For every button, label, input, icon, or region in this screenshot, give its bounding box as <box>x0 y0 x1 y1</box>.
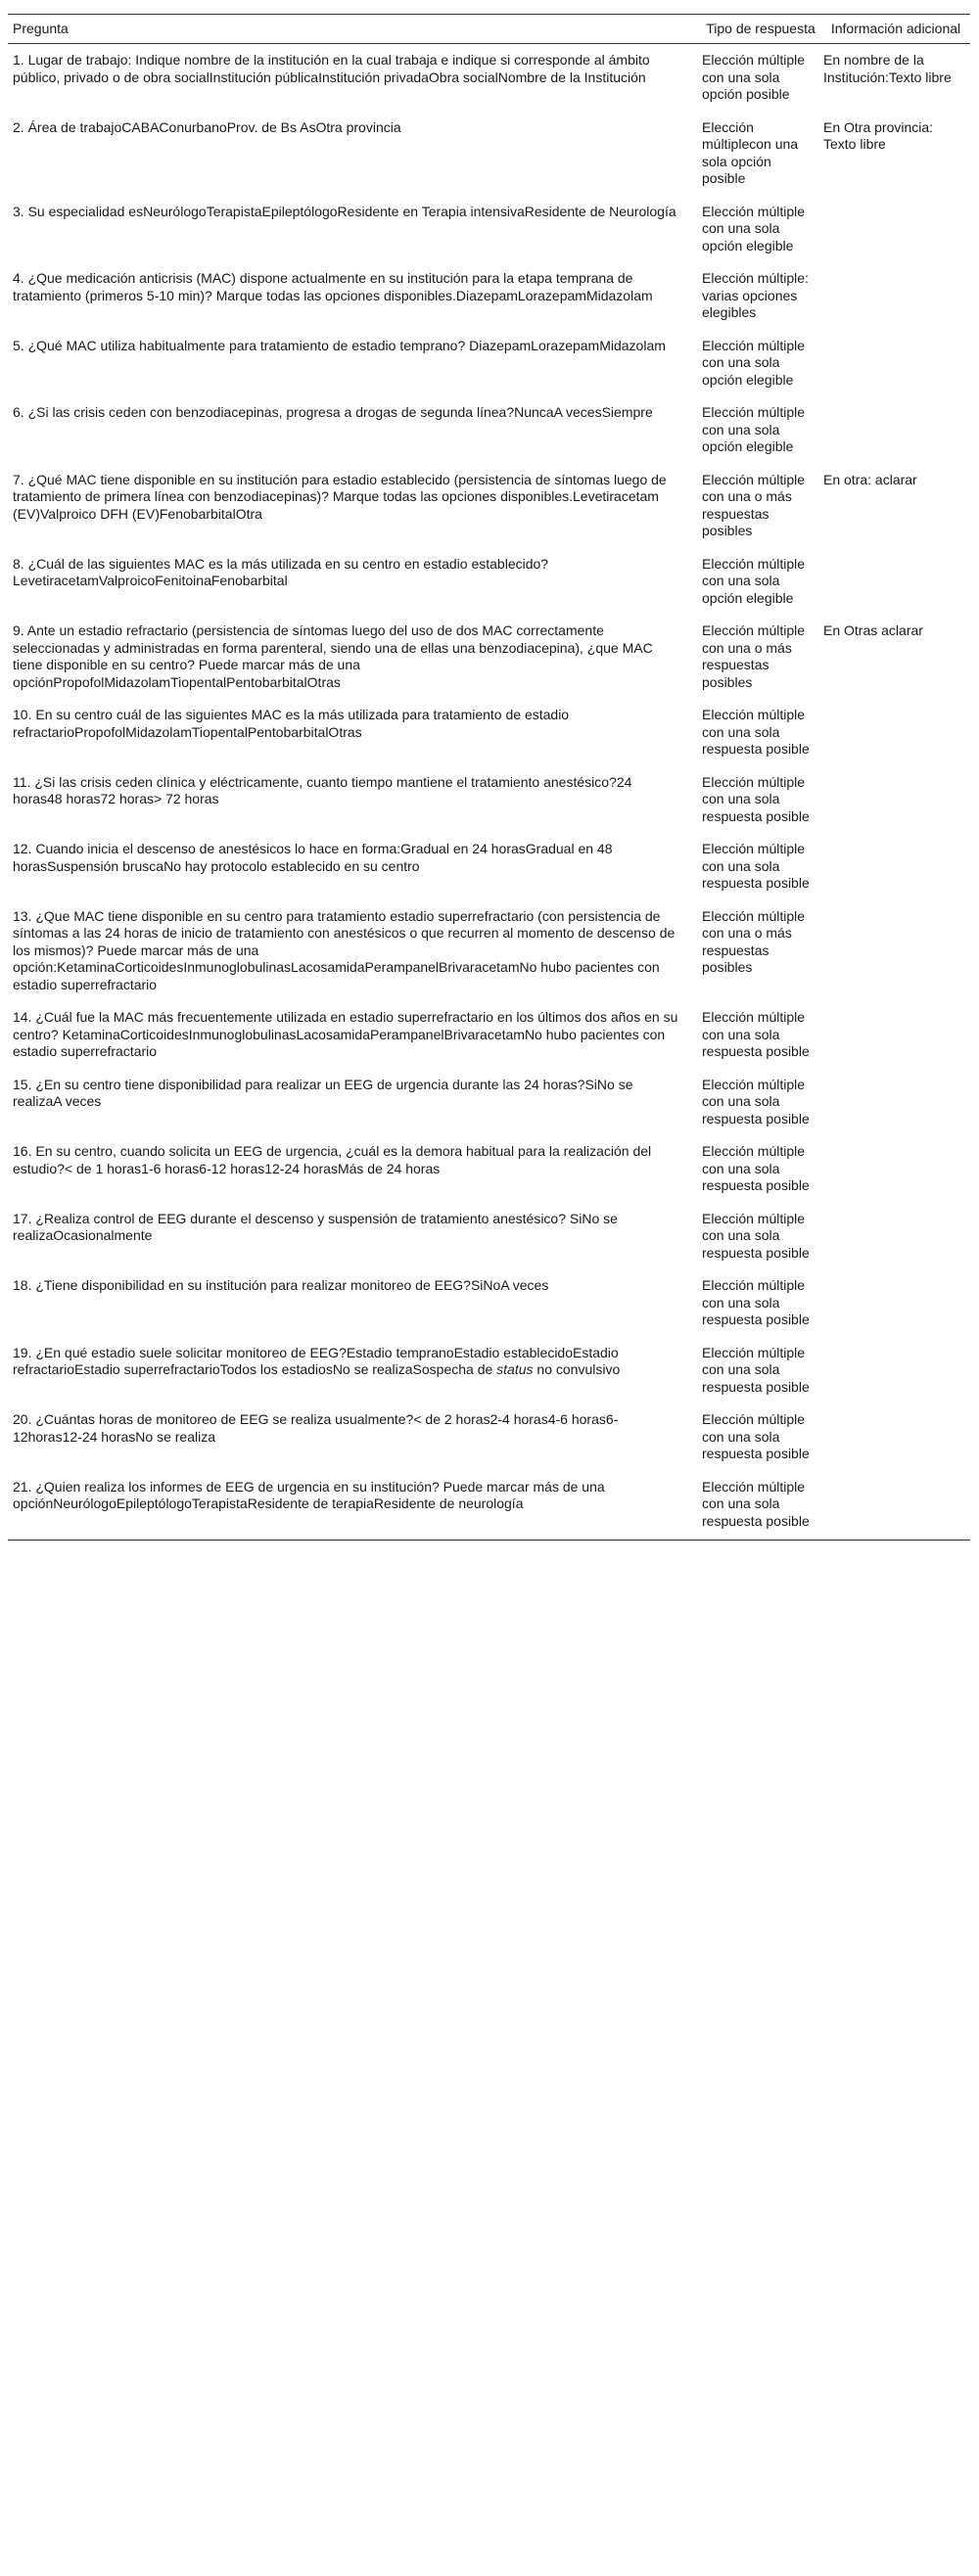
info-cell: En otra: aclarar <box>823 471 917 487</box>
table-row <box>8 766 970 834</box>
question-cell: 3. Su especialidad esNeurólogoTerapistaEpileptólogoResidente en Terapia intensivaResidente de Neurología <box>13 203 676 219</box>
info-cell <box>821 833 970 900</box>
type-cell: Elección múltiple con una sola respuesta posible <box>700 1471 821 1541</box>
table-row <box>8 1471 970 1541</box>
question-cell: 2. Área de trabajoCABAConurbanoProv. de Bs AsOtra provincia <box>13 118 401 135</box>
question-cell: 11. ¿Si las crisis ceden clínica y eléctricamente, cuanto tiempo mantiene el tratamiento anestésico?24 horas48 horas72 horas> 72 horas <box>13 773 632 806</box>
header-question: Pregunta <box>8 15 700 44</box>
type-cell: Elección múltiple con una sola opción elegible <box>702 404 806 454</box>
table-row <box>8 1069 970 1136</box>
table-row <box>8 1403 970 1471</box>
info-cell <box>821 196 970 263</box>
question-cell: 1. Lugar de trabajo: Indique nombre de la institución en la cual trabaja e indique si corresponde al ámbito público, privado o de obra socialInstitución públicaInstitución privadaObra socialNombre de la Institución <box>13 52 650 85</box>
info-cell <box>821 1471 970 1541</box>
table-body <box>8 44 970 1541</box>
question-cell: 12. Cuando inicia el descenso de anestésicos lo hace en forma:Gradual en 24 horasGradual en 48 horasSuspensión bruscaNo hay protocolo establecido en su centro <box>13 841 613 874</box>
type-cell: Elección múltiple con una sola respuesta posible <box>702 707 810 757</box>
question-cell: 16. En su centro, cuando solicita un EEG de urgencia, ¿cuál es la demora habitual para la realización del estudio?< de 1 horas1-6 horas6-12 horas12-24 horasMás de 24 horas <box>13 1143 652 1176</box>
question-cell: 18. ¿Tiene disponibilidad en su institución para realizar monitoreo de EEG?SiNoA veces <box>13 1277 549 1293</box>
table-row <box>8 548 970 616</box>
info-cell <box>821 1269 970 1337</box>
type-cell: Elección múltiple con una sola opción elegible <box>702 337 806 388</box>
table-row <box>8 1269 970 1337</box>
header-info: Información adicional <box>821 15 970 44</box>
question-cell: 4. ¿Que medicación anticrisis (MAC) dispone actualmente en su institución para la etapa temprana de tratamiento (primeros 5-10 min)? Marque todas las opciones disponibles.DiazepamLorazepamMidazolam <box>13 270 653 303</box>
type-cell: Elección múltiplecon una sola opción posible <box>702 118 799 186</box>
table-row <box>8 330 970 397</box>
table-row <box>8 615 970 699</box>
info-cell <box>821 1135 970 1203</box>
table-row <box>8 699 970 766</box>
question-cell: 10. En su centro cuál de las siguientes MAC es la más utilizada para tratamiento de estadio refractarioPropofolMidazolamTiopentalPentobarbitalOtras <box>13 707 570 740</box>
type-cell: Elección múltiple con una sola opción posible <box>702 52 806 102</box>
header-type: Tipo de respuesta <box>700 15 821 44</box>
type-cell: Elección múltiple con una sola respuesta posible <box>702 1344 810 1395</box>
info-cell <box>821 766 970 834</box>
table-row <box>8 1203 970 1270</box>
table-row <box>8 1337 970 1404</box>
table-row <box>8 112 970 196</box>
table-row <box>8 464 970 548</box>
type-cell: Elección múltiple con una sola respuesta posible <box>702 773 810 824</box>
question-text: 19. ¿En qué estadio suele solicitar monitoreo de EEG?Estadio tempranoEstadio establecidoEstadio refractarioEstadio superrefractarioTodos los estadiosNo se realizaSospecha de <box>13 1344 619 1377</box>
info-cell <box>821 1001 970 1069</box>
question-cell: 6. ¿Si las crisis ceden con benzodiacepinas, progresa a drogas de segunda línea?NuncaA vecesSiempre <box>13 404 653 420</box>
type-cell: Elección múltiple: varias opciones elegibles <box>702 270 809 320</box>
type-cell: Elección múltiple con una sola respuesta posible <box>702 1076 810 1127</box>
question-text: no convulsivo <box>533 1361 621 1377</box>
info-cell <box>821 1069 970 1136</box>
table-row <box>8 1001 970 1069</box>
type-cell: Elección múltiple con una sola respuesta posible <box>702 1009 810 1059</box>
question-cell: 8. ¿Cuál de las siguientes MAC es la más utilizada en su centro en estadio establecido? LevetiracetamValproicoFenitoinaFenobarbital <box>13 555 549 588</box>
question-cell: 5. ¿Qué MAC utiliza habitualmente para tratamiento de estadio temprano? DiazepamLorazepamMidazolam <box>13 337 666 353</box>
type-cell: Elección múltiple con una o más respuestas posibles <box>702 622 806 690</box>
type-cell: Elección múltiple con una sola opción elegible <box>702 203 806 253</box>
type-cell: Elección múltiple con una o más respuestas posibles <box>702 471 806 538</box>
info-cell <box>821 900 970 1002</box>
question-cell: 15. ¿En su centro tiene disponibilidad para realizar un EEG de urgencia durante las 24 horas?SiNo se realizaA veces <box>13 1076 633 1109</box>
info-cell: En Otras aclarar <box>823 622 923 638</box>
info-cell: En nombre de la Institución:Texto libre <box>823 52 952 85</box>
table-row <box>8 44 970 112</box>
question-cell: 20. ¿Cuántas horas de monitoreo de EEG se realiza usualmente?< de 2 horas2-4 horas4-6 horas6-12horas12-24 horasNo se realiza <box>13 1411 619 1445</box>
question-cell: 9. Ante un estadio refractario (persistencia de síntomas luego del uso de dos MAC correctamente seleccionadas y administradas en forma parenteral, siendo una de ellas una benzodiacepina), ¿que MAC tiene disponible en su centro? Puede marcar más de una opciónPropofolMidazolamTiopentalPentobarbitalOtras <box>13 622 653 690</box>
table-row <box>8 196 970 263</box>
question-cell: 14. ¿Cuál fue la MAC más frecuentemente utilizada en estadio superrefractario en los últimos dos años en su centro? KetaminaCorticoidesInmunoglobulinasLacosamidaPerampanelBrivaracetamNo hubo pacientes con estadio superrefractario <box>13 1009 678 1059</box>
type-cell: Elección múltiple con una sola respuesta posible <box>702 1411 810 1461</box>
info-cell <box>821 396 970 464</box>
table-row <box>8 396 970 464</box>
info-cell <box>821 699 970 766</box>
type-cell: Elección múltiple con una sola opción elegible <box>702 555 806 606</box>
table-row <box>8 900 970 1002</box>
question-cell: 17. ¿Realiza control de EEG durante el descenso y suspensión de tratamiento anestésico? SiNo se realizaOcasionalmente <box>13 1210 618 1243</box>
table-row <box>8 262 970 330</box>
info-cell <box>821 262 970 330</box>
info-cell <box>821 330 970 397</box>
type-cell: Elección múltiple con una sola respuesta posible <box>702 1143 810 1193</box>
question-cell: 21. ¿Quien realiza los informes de EEG de urgencia en su institución? Puede marcar más de una opciónNeurólogoEpileptólogoTerapistaResidente de terapiaResidente de neurología <box>8 1471 700 1541</box>
question-text-italic: status <box>496 1361 534 1377</box>
survey-table <box>8 14 970 1541</box>
question-cell: 7. ¿Qué MAC tiene disponible en su institución para estadio establecido (persistencia de síntomas luego de tratamiento de primera línea con benzodiacepinas)? Marque todas las opciones disponibles.Levetiracetam (EV)Valproico DFH (EV)FenobarbitalOtra <box>13 471 667 522</box>
table-header <box>8 15 970 44</box>
info-cell <box>821 548 970 616</box>
info-cell <box>821 1337 970 1404</box>
question-cell <box>8 1337 700 1404</box>
info-cell: En Otra provincia: Texto libre <box>823 118 934 152</box>
type-cell: Elección múltiple con una o más respuestas posibles <box>702 907 806 975</box>
type-cell: Elección múltiple con una sola respuesta posible <box>702 1277 810 1327</box>
header-row <box>8 15 970 44</box>
info-cell <box>821 1403 970 1471</box>
type-cell: Elección múltiple con una sola respuesta posible <box>702 1210 810 1261</box>
info-cell <box>821 1203 970 1270</box>
table-row <box>8 1135 970 1203</box>
type-cell: Elección múltiple con una sola respuesta posible <box>702 841 810 891</box>
table-row <box>8 833 970 900</box>
question-cell: 13. ¿Que MAC tiene disponible en su centro para tratamiento estadio superrefractario (con persistencia de síntomas a las 24 horas de inicio de tratamiento con anestésicos o que recurren al momento de descenso de los mismos)? Puede marcar más de una opción:KetaminaCorticoidesInmunoglobulinasLacosamidaPerampanelBrivaracetamNo hubo pacientes con estadio superrefractario <box>13 907 676 992</box>
